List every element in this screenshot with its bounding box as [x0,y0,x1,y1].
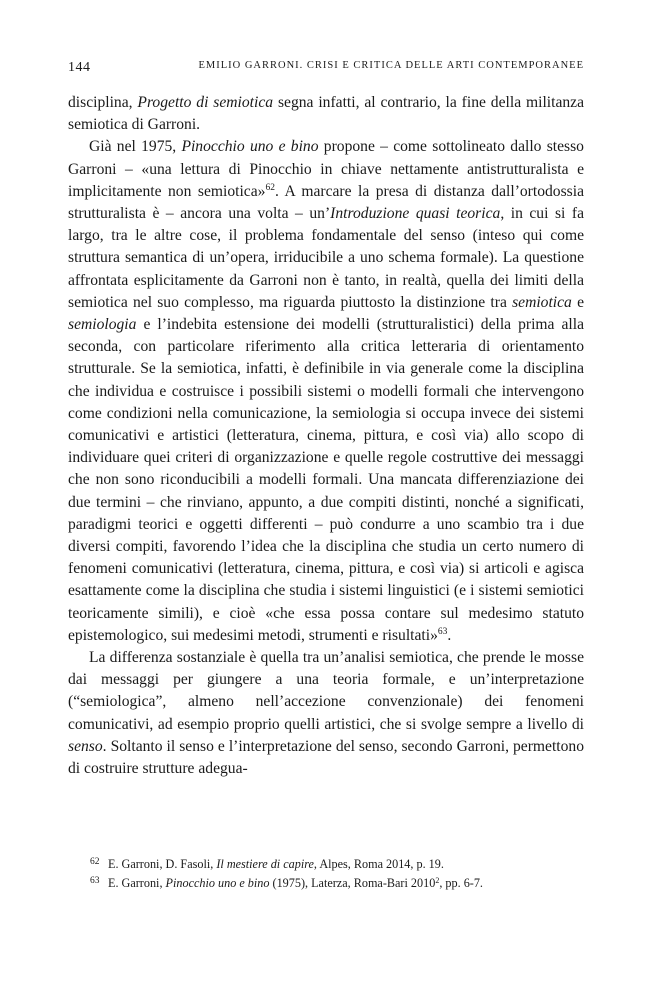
footnote-number: 62 [90,857,100,867]
footnote-reference-62: 62 [265,182,275,193]
book-title-il-mestiere-di-capire: Il mestiere di capire [216,857,314,871]
footnotes [90,855,584,893]
paragraph-2-text: propone – come sottolineato dallo stesso Garroni – «una lettura di Pinocchio in chiave nettamente antistrutturalista e implicitamente non semiotica» [68,138,584,200]
footnote-63 [90,874,584,893]
page-header [68,60,584,80]
book-title-introduzione-quasi-teorica: Introduzione quasi teorica [330,205,501,223]
paragraph-1-text: disciplina, [68,94,138,111]
term-semiologia: semiologia [68,316,137,334]
edition-superscript: 2 [435,876,440,885]
paragraph-2-text: e [571,293,584,311]
paragraph-2-text: . A marcare la presa di distanza dall’ortodossia strutturalista è – ancora una volta – un’ [68,182,584,223]
book-title-pinocchio-uno-e-bino: Pinocchio uno e bino [165,876,270,890]
paragraph-1-text: segna infatti, al contrario, la fine della militanza semiotica di Garroni. [68,94,585,134]
paragraph-2-text: , in cui si fa largo, tra le altre cose, il problema fondamentale del senso (inteso qui come struttura semantica di un’opera, irriducibile a uno schema formale). La questione affrontata esplicitamente da Garroni non è tanto, in realtà, quella dei limiti della semiotica nel suo complesso, ma riguarda piuttosto la distinzione tra [68,205,584,311]
paragraph-2-text: . [447,626,452,644]
footnote-text [108,855,444,874]
paragraph-2 [68,136,584,647]
page-number: 144 [68,60,91,75]
footnote-text-part: (1975), Laterza, Roma-Bari 2010 [269,876,436,890]
running-head: EMILIO GARRONI. CRISI E CRITICA DELLE ARTI CONTEMPORANEE [198,60,584,71]
paragraph-2-text: e l’indebita estensione dei modelli (strutturalistici) della prima alla seconda, con particolare riferimento alla critica letteraria di orientamento strutturale. Se la semiotica, infatti, è definibile in via generale come la disciplina che individua e costruisce i possibili sistemi o modelli formali che intervengono come condizioni nella comunicazione, la semiologia si occupa invece dei sistemi comunicativi e artistici (letteratura, cinema, pittura, e così via) allo scopo di individuare quei criteri di organizzazione e quelle regole costruttive dei messaggi che non sono riconducibili a modelli formali. Una mancata differenziazione dei due termini – che rinviano, appunto, a due compiti distinti, nonché a significati, paradigmi teorici e oggetti differenti – può condurre a uno scambio tra i due diversi compiti, favorendo l’idea che la disciplina che studia un certo numero di fenomeni comunicativi (letteratura, cinema, pittura, e così via) si articoli e agisca esattamente come la disciplina che studia i sistemi linguistici (e i sistemi semiotici teoricamente simili), e cioè «che essa possa contare sul medesimo statuto epistemologico, sui medesimi metodi, strumenti e risultati» [68,316,584,644]
paragraph-3-text: . Soltanto il senso e l’interpretazione del senso, secondo Garroni, permettono di costruire strutture adegua- [68,737,584,778]
term-semiotica: semiotica [512,293,572,311]
footnote-62 [90,855,584,874]
paragraph-3 [68,647,584,780]
book-title-progetto-di-semiotica: Progetto di semiotica [137,94,274,111]
term-senso: senso [68,737,103,755]
paragraph-2-text: Già nel 1975, [89,138,182,156]
footnote-text-part: , pp. 6-7. [439,876,483,890]
footnote-text-part: E. Garroni, D. Fasoli, [108,857,217,871]
book-title-pinocchio-uno-e-bino: Pinocchio uno e bino [181,138,319,156]
paragraph-3-text: La differenza sostanziale è quella tra un’analisi semiotica, che prende le mosse dai messaggi per giungere a una teoria formale, e un’interpretazione (“semiologica”, almeno nell’accezione convenzionale) dei fenomeni comunicativi, ad esempio proprio quelli artistici, che si svolge sempre a livello di [68,649,584,733]
body-text [68,92,584,780]
paragraph-1 [68,92,584,136]
footnote-text-part: , Alpes, Roma 2014, p. 19. [313,857,444,871]
footnote-text [108,874,483,893]
footnote-reference-63: 63 [437,626,448,637]
footnote-text-part: E. Garroni, [108,876,166,890]
footnote-number: 63 [90,876,100,886]
